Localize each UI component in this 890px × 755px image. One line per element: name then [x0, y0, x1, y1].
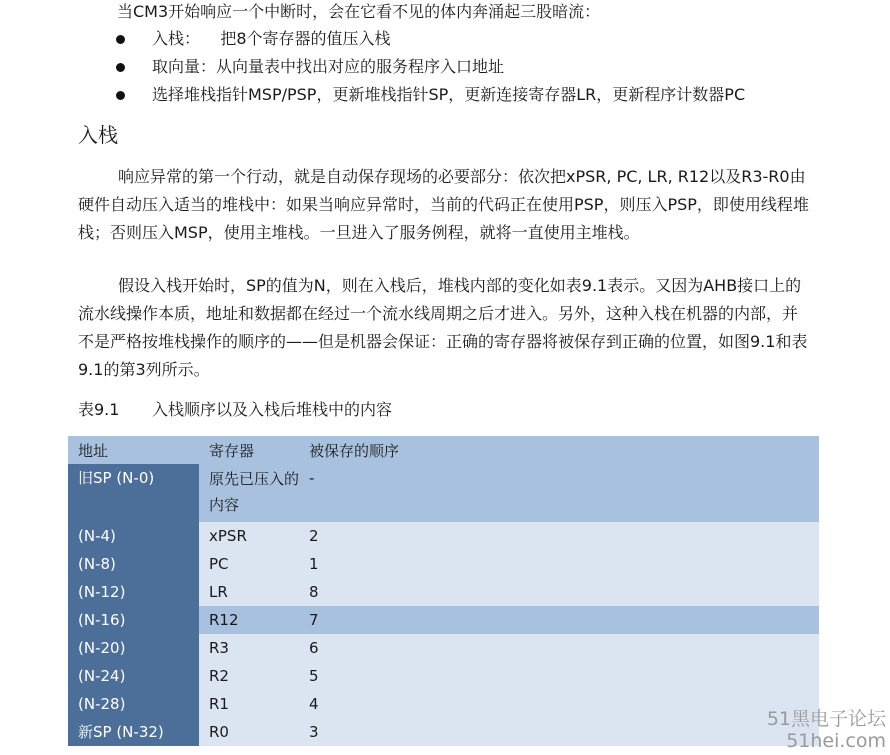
cell-order: 6 [299, 634, 819, 662]
table-row [68, 464, 819, 522]
cell-register: xPSR [199, 522, 299, 550]
table-row [68, 690, 819, 718]
cell-address: 新SP (N-32) [68, 718, 199, 746]
table-row [68, 522, 819, 550]
cell-order: - [299, 464, 819, 522]
header-order: 被保存的顺序 [299, 436, 819, 464]
section-heading: 入栈 [78, 123, 118, 147]
cell-register: R1 [199, 690, 299, 718]
bullet-dot-icon [116, 35, 125, 44]
intro-text: 当CM3开始响应一个中断时，会在它看不见的体内奔涌起三股暗流： [117, 2, 601, 21]
cell-register: R12 [199, 606, 299, 634]
bullet-list [110, 25, 745, 109]
table-row [68, 718, 819, 746]
cell-address: (N-16) [68, 606, 199, 634]
header-address: 地址 [68, 436, 199, 464]
cell-order: 2 [299, 522, 819, 550]
table-row [68, 606, 819, 634]
cell-order: 4 [299, 690, 819, 718]
cell-register: LR [199, 578, 299, 606]
stack-table [68, 436, 819, 746]
table-caption-title: 入栈顺序以及入栈后堆栈中的内容 [152, 400, 393, 419]
cell-address: (N-24) [68, 662, 199, 690]
cell-address: (N-8) [68, 550, 199, 578]
table-row [68, 550, 819, 578]
list-item [110, 25, 745, 53]
list-item [110, 81, 745, 109]
watermark-line-2: 51hei.com [786, 730, 886, 752]
cell-address: (N-28) [68, 690, 199, 718]
cell-order: 1 [299, 550, 819, 578]
paragraph-2: 假设入栈开始时，SP的值为N，则在入栈后，堆栈内部的变化如表9.1表示。又因为AHB接口上的流水线操作本质，地址和数据都在经过一个流水线周期之后才进入。另外，这种入栈在机器的内部，并不是严格按堆栈操作的顺序的——但是机器会保证：正确的寄存器将被保存到正确的位置，如图9.1和表9.1的第3列所示。 [78, 276, 808, 379]
cell-order: 8 [299, 578, 819, 606]
cell-address: (N-20) [68, 634, 199, 662]
header-register: 寄存器 [199, 436, 299, 464]
cell-address: (N-12) [68, 578, 199, 606]
cell-register: PC [199, 550, 299, 578]
cell-order: 3 [299, 718, 819, 746]
cell-register: R3 [199, 634, 299, 662]
table-row [68, 662, 819, 690]
table-caption-number: 表9.1 [78, 400, 120, 419]
table-caption [78, 396, 392, 424]
cell-register: R0 [199, 718, 299, 746]
cell-address: 旧SP (N-0) [68, 464, 199, 522]
table-header-row [68, 436, 819, 464]
cell-register: 原先已压入的内容 [199, 464, 299, 522]
cell-register: R2 [199, 662, 299, 690]
list-item [110, 53, 745, 81]
table-row [68, 634, 819, 662]
watermark-line-1: 51黑电子论坛 [766, 708, 886, 730]
bullet-dot-icon [116, 91, 125, 100]
table-row [68, 578, 819, 606]
bullet-text: 选择堆栈指针MSP/PSP，更新堆栈指针SP，更新连接寄存器LR，更新程序计数器PC [152, 85, 746, 104]
cell-order: 5 [299, 662, 819, 690]
bullet-dot-icon [116, 63, 125, 72]
bullet-text: 取向量：从向量表中找出对应的服务程序入口地址 [152, 57, 505, 76]
bullet-text: 入栈： 把8个寄存器的值压入栈 [152, 29, 391, 48]
cell-address: (N-4) [68, 522, 199, 550]
paragraph-1: 响应异常的第一个行动，就是自动保存现场的必要部分：依次把xPSR, PC, LR, R12以及R3‑R0由硬件自动压入适当的堆栈中：如果当响应异常时，当前的代码正在使用PSP，则压入PSP，即使用线程堆栈；否则压入MSP，使用主堆栈。一旦进入了服务例程，就将一直使用主堆栈。 [78, 167, 809, 242]
cell-order: 7 [299, 606, 819, 634]
